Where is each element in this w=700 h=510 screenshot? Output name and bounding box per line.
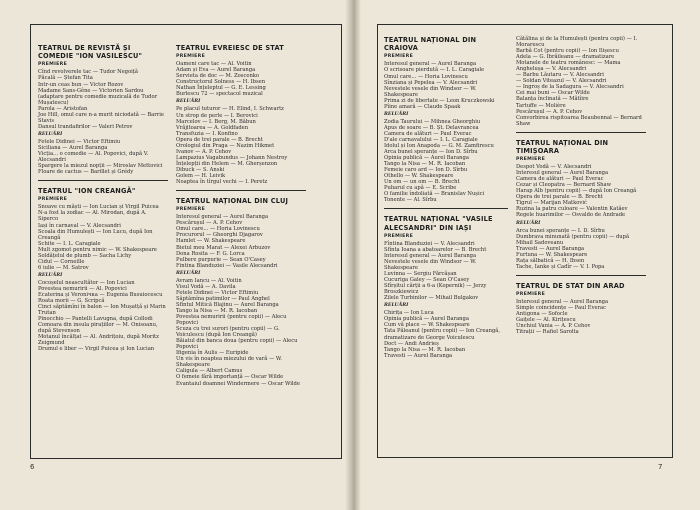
play-entry: Cocoșelul neascultător — Ion Lucian — [38, 279, 135, 286]
play-list — [516, 299, 646, 335]
play-entry: Joe Hill, omul care n-a murit niciodată — Barrie Stavis — [38, 111, 164, 124]
play-list — [516, 164, 646, 218]
play-entry: Rața sălbatică — H. Ibsen — [516, 257, 585, 264]
play-entry: Mult zgomot pentru nimic — W. Shakespeare — [38, 246, 157, 253]
play-entry: Spargere la miezul nopții — Miroslav Mettovici — [38, 163, 163, 170]
play-entry: Motanele de teatru românesc: — Mama Anghelușa — V. Alecsandri — [516, 60, 621, 73]
play-entry: Povestea nemuririi (pentru copii) — Alecu Popovici — [176, 314, 287, 327]
play-entry: Săptămîna patimilor — Paul Anghel — [176, 295, 270, 302]
play-entry: Pe placul tuturor — H. Elind, I. Schwartz — [176, 106, 284, 113]
left-column-2 — [176, 44, 306, 387]
play-entry: O familie îndoliată — Branislav Nușici — [384, 191, 485, 198]
play-entry: Opinia publică — Aurel Baranga — [384, 316, 469, 323]
play-entry: Drumul e liber — Virgil Puicea și Ion Lucian — [38, 346, 155, 353]
play-entry: Pescărușul — A. P. Cehov — [176, 220, 243, 227]
theatre-heading: TEATRUL NAȚIONAL DIN CLUJ — [176, 197, 289, 206]
play-entry: Zilele Turbinilor — Mihail Bulgakov — [384, 295, 479, 302]
play-entry: Tata Păleanul (pentru copii) — Ion Creangă, dramatizare de George Voiculescu — [384, 328, 501, 341]
play-entry: Procurorul — Gheorghi Djagarov — [176, 232, 263, 239]
play-entry: Omul care... — Horia Lovinescu — [384, 73, 468, 80]
play-entry: Sfîrșitul cărții a 6-a (Kopernik) — Jerzy Broszkiewicz — [384, 283, 487, 296]
play-entry: 6 iulie — M. Satrov — [38, 264, 89, 271]
play-entry: Idolul și Ion Anapoda — G. M. Zamfirescu — [384, 142, 494, 149]
play-entry: Motanul încălțat — Al. Andrițoiu, după Moritz Zeigmund — [38, 334, 159, 347]
play-entry: Fîntina Blanduziei — V. Alecsandri — [384, 240, 475, 247]
play-entry: Luvinna — Sergiu Fărcășan — [384, 271, 457, 278]
play-entry: Despot Vodă — V. Alecsandri — [516, 164, 592, 171]
play-list — [38, 139, 168, 175]
play-entry: Regele huarimilor — Osvaldo de Andrade — [516, 212, 626, 219]
play-entry: Interesul general — Aurel Baranga — [176, 214, 269, 221]
play-entry: Convorbirea rispitoarea Beaubennal — Bernard Shaw — [516, 114, 642, 127]
play-entry: Vicția... o comedie — Al. Popovici, după V. Alecsandri — [38, 150, 149, 164]
play-entry: Othello — W. Shakespeare — [384, 173, 454, 180]
play-entry: Servieta de doc — M. Zoscenko — [176, 73, 260, 80]
theatre-heading: TEATRUL NAȚIONAL DIN TIMIȘOARA — [516, 138, 609, 155]
play-entry: Povestea nemuririi — Al. Popovici — [38, 285, 127, 292]
section-divider — [384, 208, 508, 209]
play-entry: Cînd revolverele tac — Tudor Negoiță — [38, 69, 138, 76]
play-entry: Visul Vodă — A. Davila — [176, 283, 236, 290]
play-entry: Dibuck — S. Anski — [176, 166, 225, 173]
play-entry: Dona Rosita — F. G. Lorca — [176, 250, 245, 257]
section-label-premiere: PREMIERE — [516, 292, 546, 298]
play-entry: Bietul meu Marat — Alexei Arbuzov — [176, 244, 271, 251]
play-entry: Parola — Aristofan — [38, 105, 88, 112]
play-entry: Opinia publică — Aurel Baranga — [384, 155, 469, 162]
left-column-1 — [38, 44, 168, 352]
play-entry: — Barbu Lăutaru — V. Alecsandri — [516, 72, 604, 79]
play-entry: — Ingroș de la Sadagura — V. Alecsandri — [516, 84, 624, 91]
play-entry: Caligula — Albert Camus — [176, 368, 243, 375]
play-entry: Fetele Didinei — Victor Eftimiu — [38, 138, 121, 145]
play-entry: Siciliana — Aurel Baranga — [38, 144, 108, 151]
play-entry: Roata morii — G. Scripcă — [38, 298, 105, 305]
play-list — [384, 61, 508, 109]
theatre-heading: TEATRUL DE STAT DIN ARAD — [516, 281, 625, 290]
play-entry: Tartuffe — Molière — [516, 102, 566, 109]
play-entry: Băiatul din banca doua (pentru copii) — Alecu Popovici — [176, 338, 298, 351]
play-entry: Furtuna — W. Shakespeare — [516, 251, 588, 258]
play-entry: Tache, Ianke și Cadîr — V. I. Popa — [516, 263, 605, 270]
section-label-premiere: PREMIERE — [38, 197, 68, 203]
section-divider — [516, 132, 646, 133]
right-column-1 — [384, 36, 508, 359]
section-label-premiere: PREMIERE — [176, 54, 206, 60]
play-entry: Cezar și Cleopatra — Bernard Shaw — [516, 182, 612, 189]
play-entry: Zodia Taurului — Mihnea Gheorghiu — [384, 118, 481, 125]
theatre-heading: TEATRUL EVREIESC DE STAT — [176, 44, 284, 52]
play-entry: Cei mai buni — Oscar Wilde — [516, 90, 590, 97]
play-entry: Înțelepții din Helem — M. Gherșenzon — [176, 160, 278, 167]
play-entry: Travesti — Aurel Baranga — [516, 245, 585, 252]
theatre-heading: TEATRUL NAȚIONAL "VASILE ALECSANDRI" DIN IAȘI — [384, 215, 493, 232]
play-entry: Interesul general — Aurel Baranga — [516, 299, 609, 306]
play-entry: Un strop de perle — I. Berovici — [176, 112, 258, 119]
play-entry: Cinci săptămîni în balon — Ion Mușatță și Marin Trutan — [38, 304, 166, 317]
play-entry: Un vis în noaptea miezului de vară — W. Shakespeare — [176, 356, 282, 369]
play-list — [516, 228, 646, 270]
right-page — [352, 0, 700, 510]
section-label-reluari: RELUĂRI — [384, 303, 409, 309]
play-entry: Balanța înclinată — Mătîire — [516, 96, 589, 103]
section-label-premiere: PREMIERE — [384, 54, 414, 60]
section-label-reluari: RELUĂRI — [38, 131, 63, 137]
play-entry: Tonente — Al. Sîrbu — [384, 197, 437, 204]
play-entry: Fetele Didinei — Victor Eftimiu — [176, 289, 259, 296]
play-entry: Opera de trei parale — B. Brecht — [176, 136, 263, 143]
play-entry: Vrăjitoarea — A. Goldfaden — [176, 124, 249, 131]
play-entry: — Soldan Viteazul — V. Alecsandri — [516, 78, 607, 85]
theatre-heading: TEATRUL DE REVISTĂ ȘI COMEDIE "ION VASILESCU" — [38, 44, 143, 61]
play-entry: Interesul general — Aurel Baranga — [384, 61, 477, 68]
play-entry: Arca bunei speranțe — I. D. Sîrbu — [516, 227, 605, 234]
theatre-heading: TEATRUL NAȚIONAL DIN CRAIOVA — [384, 36, 477, 53]
play-entry: Cum vă place — W. Shakespeare — [384, 322, 470, 329]
section-label-reluari: RELUĂRI — [176, 270, 201, 276]
play-entry: Lampazius Vagabundus — Johann Nestroy — [176, 154, 288, 161]
play-entry: Ifigenia în Aulis — Euripide — [176, 350, 249, 357]
section-label-reluari: RELUĂRI — [516, 220, 541, 226]
play-entry: Intr-un ceas bun — Victor Rozov — [38, 81, 124, 88]
play-entry: Madame Sans-Gêne — Victorien Sardou (adaptare pentru comedie muzicală de Tudor Mușatescu) — [38, 87, 158, 106]
play-entry: Chirița — Ion Luca — [384, 310, 434, 317]
play-list — [384, 119, 508, 204]
play-entry: Opera de trei parale — B. Brecht — [516, 194, 603, 201]
section-label-premiere: PREMIERE — [516, 157, 546, 163]
play-list — [176, 214, 306, 268]
play-entry: Pescărușul — A. P. Cehov — [516, 108, 583, 115]
play-entry: Tango la Nisa — M. R. Iacoban — [384, 161, 466, 168]
play-entry: Cucuriga Galey — Sean O'Casey — [384, 277, 470, 284]
play-entry: Pulbere purpurie — Sean O'Casey — [176, 256, 266, 263]
play-entry: Golem — H. Leivik — [176, 173, 226, 179]
play-entry: Scuza cu trei surori (pentru copii) — G. Voiculescu (după Ion Creangă) — [176, 326, 280, 339]
play-entry: O scrisoare pierdută — I. L. Caragiale — [384, 67, 485, 74]
book-gutter-shadow — [345, 0, 361, 510]
play-entry: Schite — I. L. Caragiale — [38, 240, 101, 247]
play-entry: Femeie caro ard — Ion D. Sîrbu — [384, 167, 468, 174]
play-entry: Orologiul din Praga — Nazim Hikmet — [176, 142, 275, 149]
play-entry: Sfînta Ioana a abatoarelor — B. Brecht — [384, 246, 487, 253]
play-entry: Soldățelul de plumb — Sacha Lichy — [38, 252, 132, 259]
play-entry: Transfuzia — I. Konfino — [176, 130, 238, 137]
play-entry: Arca bunei speranțe — Ion D. Sîrbu — [384, 149, 478, 156]
play-entry: Nevestele vesele din Windsor — W. Shakespeare — [384, 85, 477, 98]
page-number-right: 7 — [658, 463, 663, 471]
play-entry: Gaițele — Al. Kirițescu — [516, 317, 576, 324]
play-entry: Puharul cu apă — E. Scribe — [384, 185, 457, 192]
play-entry: Comoara din insula pirațiilor — M. Onisoanu, după Stevenson — [38, 322, 158, 335]
section-divider — [176, 190, 306, 191]
play-entry: Pîine amară — Claude Spaak — [384, 103, 461, 110]
play-entry: D'ale carnavalului — I. L. Caragiale — [384, 136, 478, 143]
section-label-premiere: PREMIERE — [384, 233, 414, 239]
play-entry: Barbă Cot (pentru copii) — Ion Ilișescu — [516, 48, 619, 55]
play-entry: Marcelov — I. Berg, M. Băbun — [176, 118, 256, 125]
play-entry: N-a fost la zodiac — Al. Mirodan, după A. Siperco — [38, 210, 147, 223]
play-list — [384, 241, 508, 301]
section-label-premiere: PREMIERE — [38, 62, 68, 68]
play-entry: Titrații — Rafiel Sarolta — [516, 329, 579, 336]
play-entry: Doct — Andi Andrieș — [384, 340, 439, 347]
section-label-premiere: PREMIERE — [176, 207, 206, 213]
play-entry: Iași în carnaval — V. Alecsandri — [38, 222, 121, 229]
play-list — [176, 278, 306, 387]
play-list — [38, 69, 168, 129]
play-list — [176, 106, 306, 185]
play-entry: Ivanov — A. P. Cehov — [176, 148, 232, 155]
play-entry: Dumbrava minunată (pentru copii) — după Mihail Sadoveanu — [516, 233, 630, 246]
section-divider — [516, 275, 646, 276]
play-entry: O femeie fără importanță — Oscar Wilde — [176, 374, 284, 381]
play-entry: Sfîntul Mitică Blajinu — Aurel Baranga — [176, 301, 279, 308]
play-entry: Adela — G. Ibrăileanu — dramatizare — [516, 54, 615, 61]
section-label-reluari: RELUĂRI — [384, 111, 409, 117]
theatre-heading: TEATRUL "ION CREANGĂ" — [38, 187, 136, 196]
play-entry: Harap Alb (pentru copii) — după Ion Creangă — [516, 188, 637, 195]
play-entry: Unchiul Vania — A. P. Cehov — [516, 323, 591, 330]
play-entry: Antigona — Sofocle — [516, 311, 568, 318]
play-entry: Nathan Înțeleptul — G. E. Lessing — [176, 85, 266, 92]
section-label-reluari: RELUĂRI — [38, 272, 63, 278]
play-entry: Constructorul Solness — H. Ibsen — [176, 79, 266, 86]
play-entry: Oameni care tac — Al. Voitin — [176, 61, 252, 68]
play-entry: Tango la Nisa — M. R. Iacoban — [176, 307, 258, 314]
play-entry: Floare de cactus — Barillet și Grédy — [38, 169, 134, 176]
play-entry: Prima zi de libertate — Leon Kruczkowski — [384, 97, 495, 104]
play-entry: Nevestele vesele din Windsor — W. Shakespeare — [384, 258, 477, 272]
play-entry: Interesul general — Aurel Baranga — [384, 252, 477, 259]
play-entry: Omul care... — Horia Lovinescu — [176, 226, 260, 233]
play-list — [38, 204, 168, 271]
play-entry: Tigrul — Marijan Matković — [516, 200, 587, 207]
play-entry: Pinocchio — Pantelli Lavugna, după Collodi — [38, 316, 153, 323]
page-number-left: 6 — [30, 463, 35, 471]
play-entry: Păcală — Ștefan Tita — [38, 75, 93, 82]
play-entry: Camera de alături — Paul Everac — [516, 176, 604, 183]
play-entry: Hamlet — W. Shakespeare — [176, 238, 246, 245]
play-entry: Un om — un om — B. Brecht — [384, 179, 460, 186]
play-list — [38, 280, 168, 353]
play-entry: Cătălina și de la Humulești (pentru copii) — I. Morarescu — [516, 36, 638, 49]
play-entry: Camera de alături — Paul Everac — [384, 130, 472, 137]
play-entry: Tango la Nisa — M. R. Iacoban — [384, 346, 466, 353]
right-column-2 — [516, 36, 646, 335]
play-entry: Adam și Eva — Aurel Baranga — [176, 67, 256, 74]
play-entry: Burlescu 72 — spectacol muzical — [176, 91, 263, 98]
play-list — [384, 310, 508, 358]
play-entry: Ruzina la patru culoare — Valentin Katăev — [516, 206, 628, 213]
play-entry: Travesti — Aurel Baranga — [384, 352, 453, 359]
play-entry: Avram Iancu — Al. Voitin — [176, 277, 242, 284]
play-entry: Cidul — Corneille — [38, 258, 85, 265]
play-entry: Snoave cu măști — Ion Lucian și Virgil Puicea — [38, 204, 159, 211]
play-entry: Evantaiul doamnei Windermere — Oscar Wilde — [176, 380, 300, 387]
play-list — [516, 36, 646, 127]
play-entry: Fintina Blanduziei — Vasile Alecsandri — [176, 262, 278, 269]
play-entry: Apus de soare — B. Șt. Delavrancea — [384, 124, 479, 131]
play-entry: Scoala din Humulești — Ion Lucu, după Ion Creangă — [38, 228, 153, 241]
play-list — [176, 61, 306, 97]
section-label-reluari: RELUĂRI — [176, 99, 201, 105]
play-entry: Simple coincidențe — Paul Everac — [516, 305, 607, 312]
play-entry: Interesul general — Aurel Baranga — [516, 170, 609, 177]
section-divider — [38, 180, 168, 181]
play-entry: Noaptea în tîrgul vechi — I. Peretz — [176, 179, 268, 186]
play-entry: Dansul trandafirilor — Valeri Petrov — [38, 123, 133, 130]
play-entry: Sînziana și Pepelea — V. Alecsandri — [384, 79, 478, 86]
play-entry: Ecaterina și Veroniчка — Eugenia Busuiocescu — [38, 291, 163, 298]
